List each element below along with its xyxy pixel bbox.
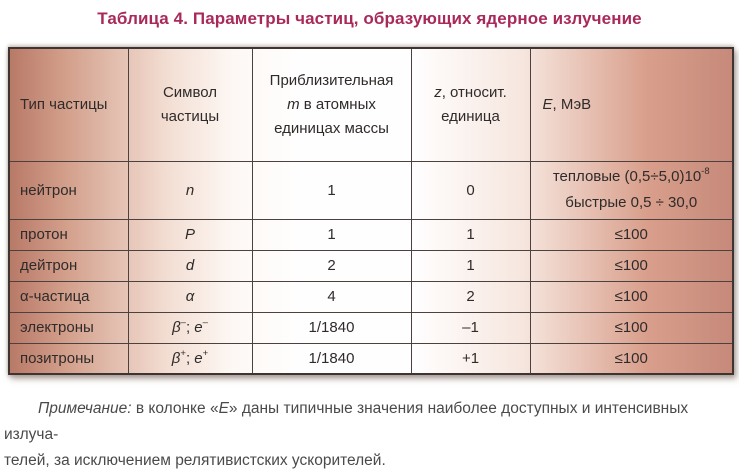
header-symbol-line1: Символ [162, 83, 218, 101]
header-particle-type-label: Тип частицы [20, 95, 108, 113]
header-mass-line2: в атомных [299, 95, 376, 113]
table-row-positrons [9, 343, 733, 374]
cell-charge [411, 250, 530, 281]
header-symbol-line2: частицы [160, 107, 220, 125]
header-mass-symbol: m [287, 95, 300, 113]
charge-value: –1 [462, 319, 479, 336]
table-title: Таблица 4. Параметры частиц, образующих ядерное излучение [97, 9, 642, 28]
header-particle-type [9, 48, 128, 161]
mass-value: 4 [327, 288, 336, 305]
charge-value: 0 [466, 181, 475, 199]
table-header-row [9, 48, 733, 161]
cell-mass [252, 343, 411, 374]
energy-value: ≤100 [614, 257, 648, 274]
cell-type [9, 250, 128, 281]
header-energy-unit: , МэВ [552, 95, 592, 113]
cell-charge [411, 312, 530, 343]
header-charge [411, 48, 530, 161]
cell-type [9, 312, 128, 343]
table-row-alpha [9, 281, 733, 312]
energy-value: ≤100 [614, 288, 648, 305]
particle-symbol: P [184, 226, 195, 243]
cell-energy [530, 343, 733, 374]
mass-value: 1/1840 [308, 319, 355, 336]
header-mass-line3: единицах массы [274, 119, 389, 137]
footnote-label: Примечание: [38, 400, 132, 417]
cell-symbol [128, 281, 252, 312]
cell-type [9, 343, 128, 374]
charge-value: 1 [466, 226, 475, 243]
particle-type-label: протон [20, 226, 68, 243]
particle-symbol-beta: β [171, 349, 181, 367]
cell-energy [530, 219, 733, 250]
particle-type-label: нейтрон [20, 181, 77, 199]
mass-value: 2 [327, 257, 336, 274]
energy-line-thermal: тепловые $(0,5\div 5,0)10^{-8}$ [552, 166, 710, 185]
footnote-e-symbol: Е [218, 400, 229, 417]
cell-type [9, 161, 128, 219]
cell-mass [252, 161, 411, 219]
header-energy [530, 48, 733, 161]
cell-charge [411, 219, 530, 250]
particle-symbol-e: e [194, 319, 203, 336]
table-row-electrons [9, 312, 733, 343]
cell-energy [530, 161, 733, 219]
particle-symbol: α [185, 288, 195, 305]
table-row-neutron [9, 161, 733, 219]
energy-value: ≤100 [614, 319, 648, 336]
cell-mass [252, 219, 411, 250]
footnote-line2: телей, за исключением релятивистских ускорителей. [4, 452, 386, 469]
header-symbol [128, 48, 252, 161]
header-energy-symbol: E [542, 95, 553, 113]
footnote: Примечание: в колонке «Е» даны типичные значения наиболее доступных и интенсивных излуча- телей, за исключением релятивистских ускорителей. [4, 396, 737, 474]
beta-sign: + [180, 347, 186, 359]
header-charge-line2: единица [441, 107, 500, 125]
table-row-deuteron [9, 250, 733, 281]
beta-sign: – [180, 317, 186, 328]
table-row-proton [9, 219, 733, 250]
particles-table [8, 47, 734, 375]
charge-value: +1 [461, 349, 480, 367]
cell-energy [530, 281, 733, 312]
header-mass [252, 48, 411, 161]
header-charge-line1: , относит. [441, 83, 507, 101]
cell-mass [252, 250, 411, 281]
cell-charge [411, 161, 530, 219]
particle-symbol-beta: β [172, 319, 181, 336]
particle-symbol-e: e [194, 349, 203, 367]
cell-charge [411, 281, 530, 312]
energy-line-fast: быстрые 0,5 ÷ 30,0 [565, 194, 698, 211]
energy-value: ≤100 [614, 349, 648, 367]
cell-energy [530, 250, 733, 281]
particle-type-label: электроны [20, 319, 94, 336]
particle-type-label: α-частица [20, 288, 90, 305]
mass-value: 1 [327, 226, 336, 243]
header-charge-symbol: z [434, 83, 442, 101]
particle-symbol: d [185, 257, 195, 274]
energy-value: ≤100 [614, 226, 648, 243]
mass-value: 1/1840 [308, 349, 355, 367]
particle-symbol: n [185, 181, 195, 199]
mass-value: 1 [327, 181, 336, 199]
cell-symbol: β+; e+ [128, 343, 252, 374]
e-sign: + [202, 347, 209, 359]
cell-mass [252, 312, 411, 343]
energy-exponent: -8 [701, 166, 710, 177]
cell-symbol: β–; e– [128, 312, 252, 343]
cell-type [9, 281, 128, 312]
particle-type-label: дейтрон [20, 257, 78, 274]
cell-charge [411, 343, 530, 374]
charge-value: 2 [466, 288, 475, 305]
charge-value: 1 [466, 257, 475, 274]
e-sign: – [202, 317, 208, 328]
cell-symbol [128, 219, 252, 250]
cell-mass [252, 281, 411, 312]
cell-symbol [128, 161, 252, 219]
header-mass-line1: Приблизительная [269, 71, 394, 89]
particle-type-label: позитроны [20, 349, 95, 367]
cell-energy [530, 312, 733, 343]
cell-symbol [128, 250, 252, 281]
cell-type [9, 219, 128, 250]
